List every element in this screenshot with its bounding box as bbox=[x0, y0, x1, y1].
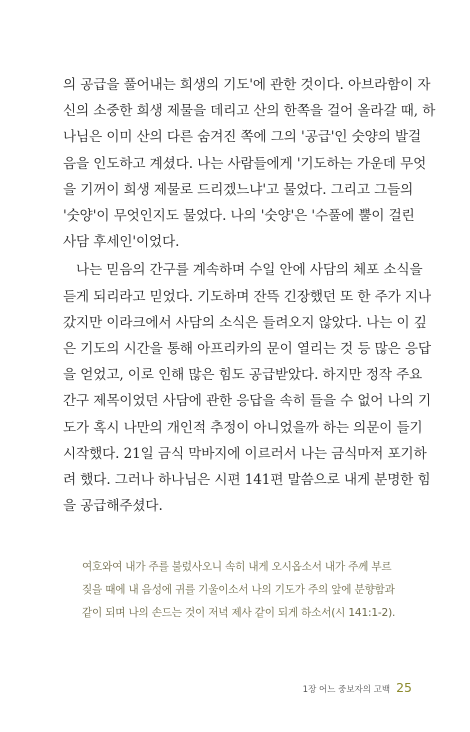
text-line: '숫양'이 무엇인지도 물었다. 나의 '숫양'은 '수풀에 뿔이 걸린 bbox=[63, 208, 415, 225]
scripture-quote bbox=[82, 556, 412, 625]
text-line: 은 기도의 시간을 통해 아프리카의 문이 열리는 것 등 많은 응답 bbox=[63, 341, 431, 358]
text-line: 을 공급해주셨다. bbox=[63, 498, 163, 515]
quote-line: 짖을 때에 내 음성에 귀를 기울이소서 나의 기도가 주의 앞에 분향함과 bbox=[82, 584, 395, 596]
body-text bbox=[63, 72, 436, 519]
text-line: 나님은 이미 산의 다른 숨겨진 쪽에 그의 '공급'인 숫양의 발걸 bbox=[63, 129, 422, 146]
text-line: 시작했다. 21일 금식 막바지에 이르러서 나는 금식마저 포기하 bbox=[63, 445, 427, 462]
chapter-title: 1장 어느 중보자의 고백 bbox=[302, 685, 391, 695]
quote-line: 같이 되며 나의 손드는 것이 저녁 제사 같이 되게 하소서(시 141:1-2). bbox=[82, 607, 396, 619]
text-line: 을 기꺼이 희생 제물로 드리겠느냐'고 물었다. 그리고 그들의 bbox=[63, 181, 414, 198]
text-line: 려 했다. 그러나 하나님은 시편 141편 말씀으로 내게 분명한 힘 bbox=[63, 472, 431, 489]
text-line: 을 얻었고, 이로 인해 많은 힘도 공급받았다. 하지만 정작 주요 bbox=[63, 367, 423, 384]
quote-line: 여호와여 내가 주를 불렀사오니 속히 내게 오시옵소서 내가 주께 부르 bbox=[82, 561, 392, 573]
text-line: 간구 제목이었던 사담에 관한 응답을 속히 들을 수 없어 나의 기 bbox=[63, 393, 431, 410]
paragraph-1 bbox=[63, 72, 436, 255]
page-number: 25 bbox=[396, 680, 412, 695]
text-line: 사담 후세인'이었다. bbox=[63, 234, 180, 251]
page-footer bbox=[303, 680, 412, 695]
text-line: 나는 믿음의 간구를 계속하며 수일 안에 사담의 체포 소식을 bbox=[76, 262, 423, 279]
text-line: 음을 인도하고 계셨다. 나는 사람들에게 '기도하는 가운데 무엇 bbox=[63, 155, 427, 172]
text-line: 듣게 되리라고 믿었다. 기도하며 잔뜩 긴장했던 또 한 주가 지나 bbox=[63, 288, 431, 305]
text-line: 의 공급을 풀어내는 희생의 기도'에 관한 것이다. 아브라함이 자 bbox=[63, 77, 431, 93]
text-line: 갔지만 이라크에서 사담의 소식은 들려오지 않았다. 나는 이 깊 bbox=[63, 314, 427, 331]
paragraph-2 bbox=[63, 257, 431, 519]
text-line: 신의 소중한 희생 제물을 데리고 산의 한쪽을 걸어 올라갈 때, 하 bbox=[63, 103, 436, 120]
text-line: 도가 혹시 나만의 개인적 추정이 아니었을까 하는 의문이 들기 bbox=[63, 419, 423, 436]
